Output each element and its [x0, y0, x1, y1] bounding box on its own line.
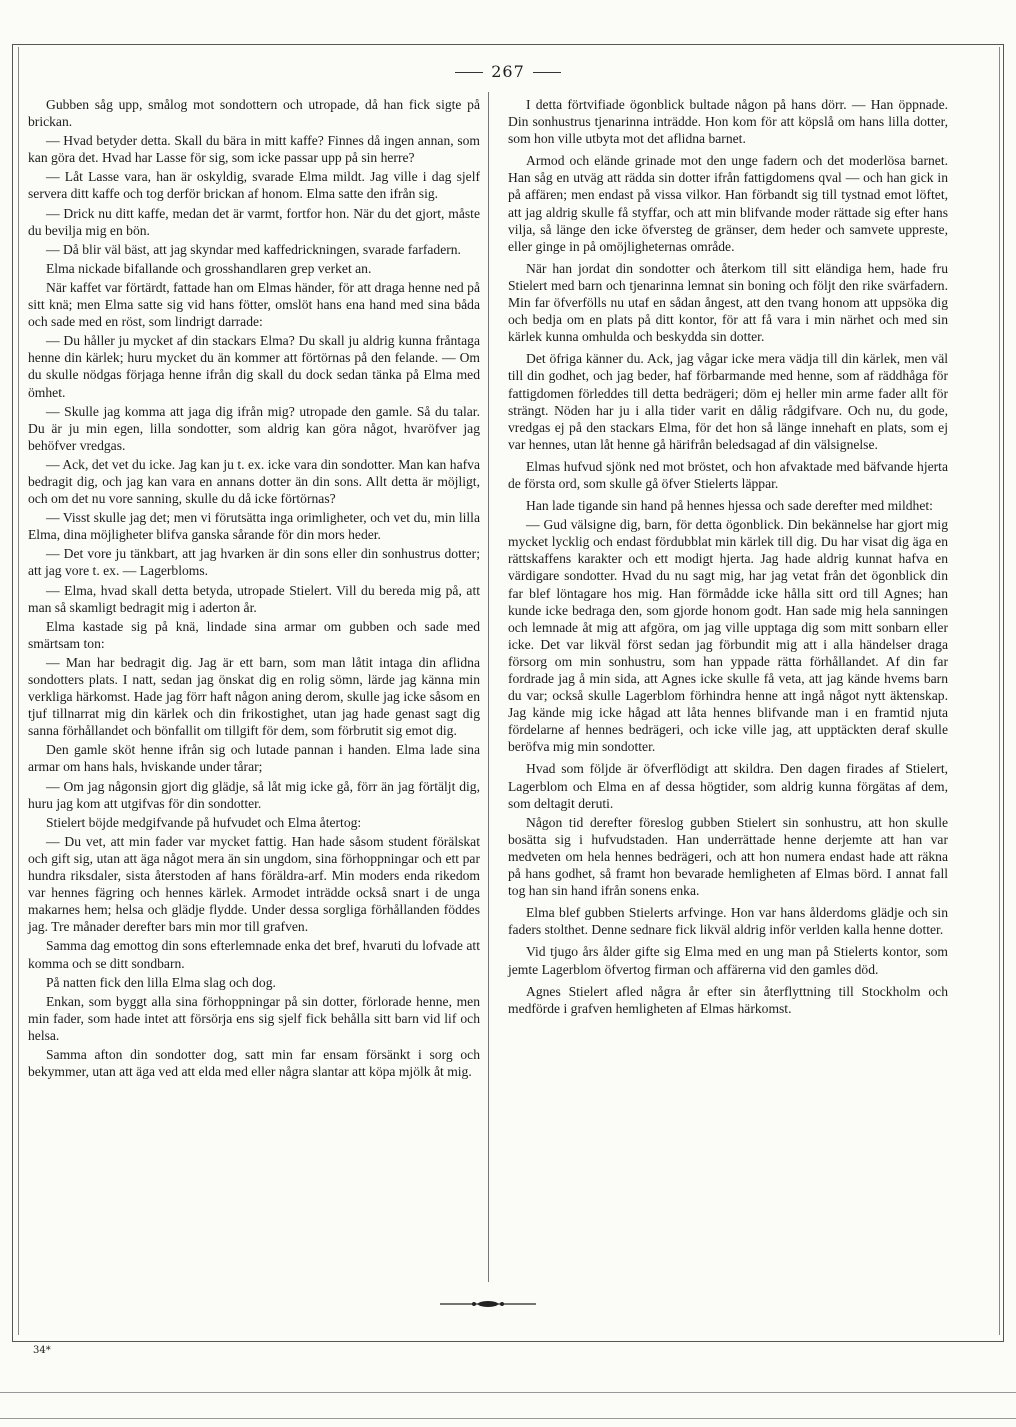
- paragraph: Någon tid derefter föreslog gubben Stielert sin sonhustru, att hon skulle bosätta sig i hufvudstaden. Han underrättade henne derjemte att han var medveten om hela hennes bedrägeri, och att hon numera endast hade att räkna på hans godhet, så framt hon bevarade hemligheten af Elmas börd. I annat fall tog han sin hand ifrån sonens enka.: [508, 814, 948, 899]
- paragraph: — Skulle jag komma att jaga dig ifrån mig? utropade den gamle. Så du talar. Du är ju min egen, lilla sondotter, som aldrig kan göra något, hvaröfver jag behöfver vredgas.: [28, 403, 480, 453]
- printer-signature-mark: 34*: [33, 1345, 51, 1356]
- paragraph: — Visst skulle jag det; men vi förutsätta inga orimligheter, och vet du, min lilla Elma, dina möjligheter blifva ganska sårande för din mors heder.: [28, 510, 480, 543]
- paragraph: Vid tjugo års ålder gifte sig Elma med en ung man på Stielerts kontor, som jemte Lagerblom öfvertog firman och affärerna vid den gamles död.: [508, 944, 948, 977]
- paragraph: — Låt Lasse vara, han är oskyldig, svarade Elma mildt. Jag ville i dag sjelf servera ditt kaffe och tog derför brickan af honom. Elma satte den ifrån sig.: [28, 169, 480, 202]
- paragraph: Elma kastade sig på knä, lindade sina armar om gubben och sade med smärtsam ton:: [28, 618, 480, 651]
- paragraph: Hvad som följde är öfverflödigt att skildra. Den dagen firades af Stielert, Lagerblom och Elma en af dessa högtider, som aldrig kunna förgätas af dem, som deltagit deruti.: [508, 761, 948, 811]
- paragraph: — Det vore ju tänkbart, att jag hvarken är din sons eller din sonhustrus dotter; att jag vore t. ex. — Lagerbloms.: [28, 546, 480, 579]
- paragraph: I detta förtvifiade ögonblick bultade någon på hans dörr. — Han öppnade. Din sonhustrus tjenarinna inträdde. Hon kom för att köpslå om hans lilla dotter, som hon ville utbyta mot det aflidna barnet.: [508, 97, 948, 147]
- paragraph: Det öfriga känner du. Ack, jag vågar icke mera vädja till din kärlek, men väl till din godhet, och jag beder, haf förbarmande med henne, som af räddhåga för fattigdomen förleddes till detta bedrägeri; döm ej heller min arme fader allt för strängt. Nöden har ju i alla tider varit en dålig rådgifvare. Och nu, du gode, vredgas ej på den stackars Elma, för det hon så länge innehaft en plats, som ej var hennes, utan låt henne gå härifrån beledsagad af din välsignelse.: [508, 351, 948, 452]
- page-number: [0, 62, 1016, 81]
- page-number-text: 267: [491, 62, 525, 81]
- bottom-rule: [0, 1418, 1016, 1419]
- paragraph: Elma blef gubben Stielerts arfvinge. Hon var hans ålderdoms glädje och sin faders stolthet. Denne sednare fick likväl aldrig inför verlden kalla henne dotter.: [508, 905, 948, 938]
- paragraph: — Då blir väl bäst, att jag skyndar med kaffedrickningen, svarade farfadern.: [46, 241, 461, 257]
- bottom-rule: [0, 1392, 1016, 1393]
- left-column: [28, 96, 480, 1082]
- paragraph: Samma afton din sondotter dog, satt min far ensam försänkt i sorg och bekymmer, utan att äga ved att elda med eller några slantar att köpa mjölk åt mig.: [28, 1046, 480, 1080]
- paragraph: — Gud välsigne dig, barn, för detta ögonblick. Din bekännelse har gjort mig mycket lycklig och endast fördubblat min kärlek till dig. Du har visat dig äga en rättskaffens karakter och ett modigt hjerta. Jag hade aldrig kunnat hafva en värdigare sondotter. Hvad du nu sagt mig, har jag vetat från det ögonblick din far blef löntagare hos mig. Han förmådde icke hålla sitt ord till Agnes; han kunde icke bedraga den, som gjorde honom godt. Han sade mig hela sanningen och lemnade åt mig att afgöra, om jag ville upptaga dig som mitt sonbarn eller icke. Det var likväl först sedan jag förbundit mig att i alla händelser draga försorg om min sonhustru, som han yppade rätta förhållandet. Af din far fordrade jag å min sida, att Agnes icke skulle få veta, att jag kände hvems barn du var; också skulle Lagerblom förhindra henne att ingå något nytt äktenskap. Jag kände mig icke hågad att låta hennes blifvande man i en framtid njuta fördelarne af hennes bedrägeri, och icke ville jag, att upptäckten deraf skulle beröfva mig min sondotter.: [508, 517, 948, 755]
- paragraph: Samma dag emottog din sons efterlemnade enka det bref, hvaruti du lofvade att komma och se ditt sondbarn.: [28, 938, 480, 971]
- paragraph: — Drick nu ditt kaffe, medan det är varmt, fortfor hon. När du det gjort, måste du bevilja mig en bön.: [28, 205, 480, 238]
- paragraph: Agnes Stielert afled några år efter sin återflyttning till Stockholm och medförde i grafven hemligheten af Elmas härkomst.: [508, 983, 948, 1016]
- paragraph: Gubben såg upp, smålog mot sondottern och utropade, då han fick sigte på brickan.: [28, 97, 480, 130]
- page-number-dash-left: [455, 72, 483, 73]
- column-divider: [488, 92, 489, 1282]
- paragraph: Han lade tigande sin hand på hennes hjessa och sade derefter med mildhet:: [526, 498, 933, 514]
- page-number-dash-right: [533, 72, 561, 73]
- paragraph: — Man har bedragit dig. Jag är ett barn, som man låtit intaga din aflidna sondotters plats. I natt, sedan jag önskat dig en rolig sömn, lärde jag känna min verkliga härkomst. Hade jag förr haft någon aning derom, skulle jag icke såsom en tjuf tillnarrat mig din kärlek och din frikostighet, utan jag hade genast sagt dig sanna förhållandet och bönfallit om tillgift för dem, som förbrutit sig emot dig.: [28, 654, 480, 739]
- paragraph: Den gamle sköt henne ifrån sig och lutade pannan i handen. Elma lade sina armar om hans hals, hviskande under tårar;: [28, 742, 480, 775]
- paragraph: På natten fick den lilla Elma slag och dog.: [46, 974, 276, 990]
- paragraph: När kaffet var förtärdt, fattade han om Elmas händer, för att draga henne ned på sitt knä; men Elma satte sig vid hans fötter, omslöt hans ena hand med sina båda och sade med en röst, som lindrigt darrade:: [28, 279, 480, 330]
- paragraph: Enkan, som byggt alla sina förhoppningar på sin dotter, förlorade henne, men min fader, som hade intet att försörja ens sig sjelf fick behålla sitt barn vid lif och helsa.: [28, 993, 480, 1043]
- paragraph: Armod och elände grinade mot den unge fadern och det moderlösa barnet. Han såg en utväg att rädda sin dotter ifrån fattigdomens qval — och han gick in på affären; men endast på vissa vilkor. Han förbandt sig till tystnad emot löftet, att jag aldrig skulle få styffar, och att min blifvande moder rättade sig efter hans vilja, så länge den icke öfversteg de gränser, dem heder och samvete uppreste, eller ginge in på omöjligheternas område.: [508, 153, 948, 254]
- paragraph: — Hvad betyder detta. Skall du bära in mitt kaffe? Finnes då ingen annan, som kan göra det. Hvad har Lasse för sig, som icke passar upp på sin herre?: [28, 133, 480, 166]
- paragraph: Elmas hufvud sjönk ned mot bröstet, och hon afvaktade med bäfvande hjerta de första ord, som skulle gå öfver Stielerts läppar.: [508, 458, 948, 491]
- paragraph: — Elma, hvad skall detta betyda, utropade Stielert. Vill du bereda mig på, att man så skamligt bedragit mig i aderton år.: [28, 582, 480, 615]
- end-ornament: [440, 1300, 536, 1308]
- paragraph: Stielert böjde medgifvande på hufvudet och Elma återtog:: [46, 814, 362, 830]
- paragraph: Elma nickade bifallande och grosshandlaren grep verket an.: [46, 260, 372, 276]
- paragraph: — Du håller ju mycket af din stackars Elma? Du skall ju aldrig kunna fråntaga henne din kärlek; huru mycket du än kommer att förtörnas på den felande. — Om du skulle nödgas förjaga henne ifrån dig skall du dock sedan tänka på Elma med ömhet.: [28, 333, 480, 400]
- paragraph: — Om jag någonsin gjort dig glädje, så låt mig icke gå, förr än jag förtäljt dig, huru jag kom att utgifvas för din sondotter.: [28, 778, 480, 811]
- paragraph: — Ack, det vet du icke. Jag kan ju t. ex. icke vara din sondotter. Man kan hafva bedragit dig, och jag kan vara en annans dotter än din sons. Allt detta är möjligt, och om det nu vore sanning, skulle du då icke förtörnas?: [28, 456, 480, 507]
- paragraph: — Du vet, att min fader var mycket fattig. Han hade såsom student förälskat och gift sig, utan att äga något mera än sin ungdom, sina förhoppningar och ett par hundra riksdaler, sista återstoden af hans föräldra-arf. Min moders enda rikedom var hennes fägring och hennes kärlek. Armodet inträdde också snart i de unga makarnes hem; helsa och glädje flydde. Under dessa sorgliga förhållanden föddes jag. Tre månader derefter bars min mor till grafven.: [28, 833, 480, 935]
- paragraph: När han jordat din sondotter och återkom till sitt eländiga hem, hade fru Stielert med barn och tjenarinna lemnat sin boning och följt den rike svärfadern. Min far öfverfölls nu utaf en sådan ångest, att den tvang honom att uppsöka dig och bedja om en plats på ditt kontor, för att få vara i min närhet och med sin kärlek kunna omhulda och beskydda sin dotter.: [508, 260, 948, 345]
- right-column: [508, 96, 948, 1019]
